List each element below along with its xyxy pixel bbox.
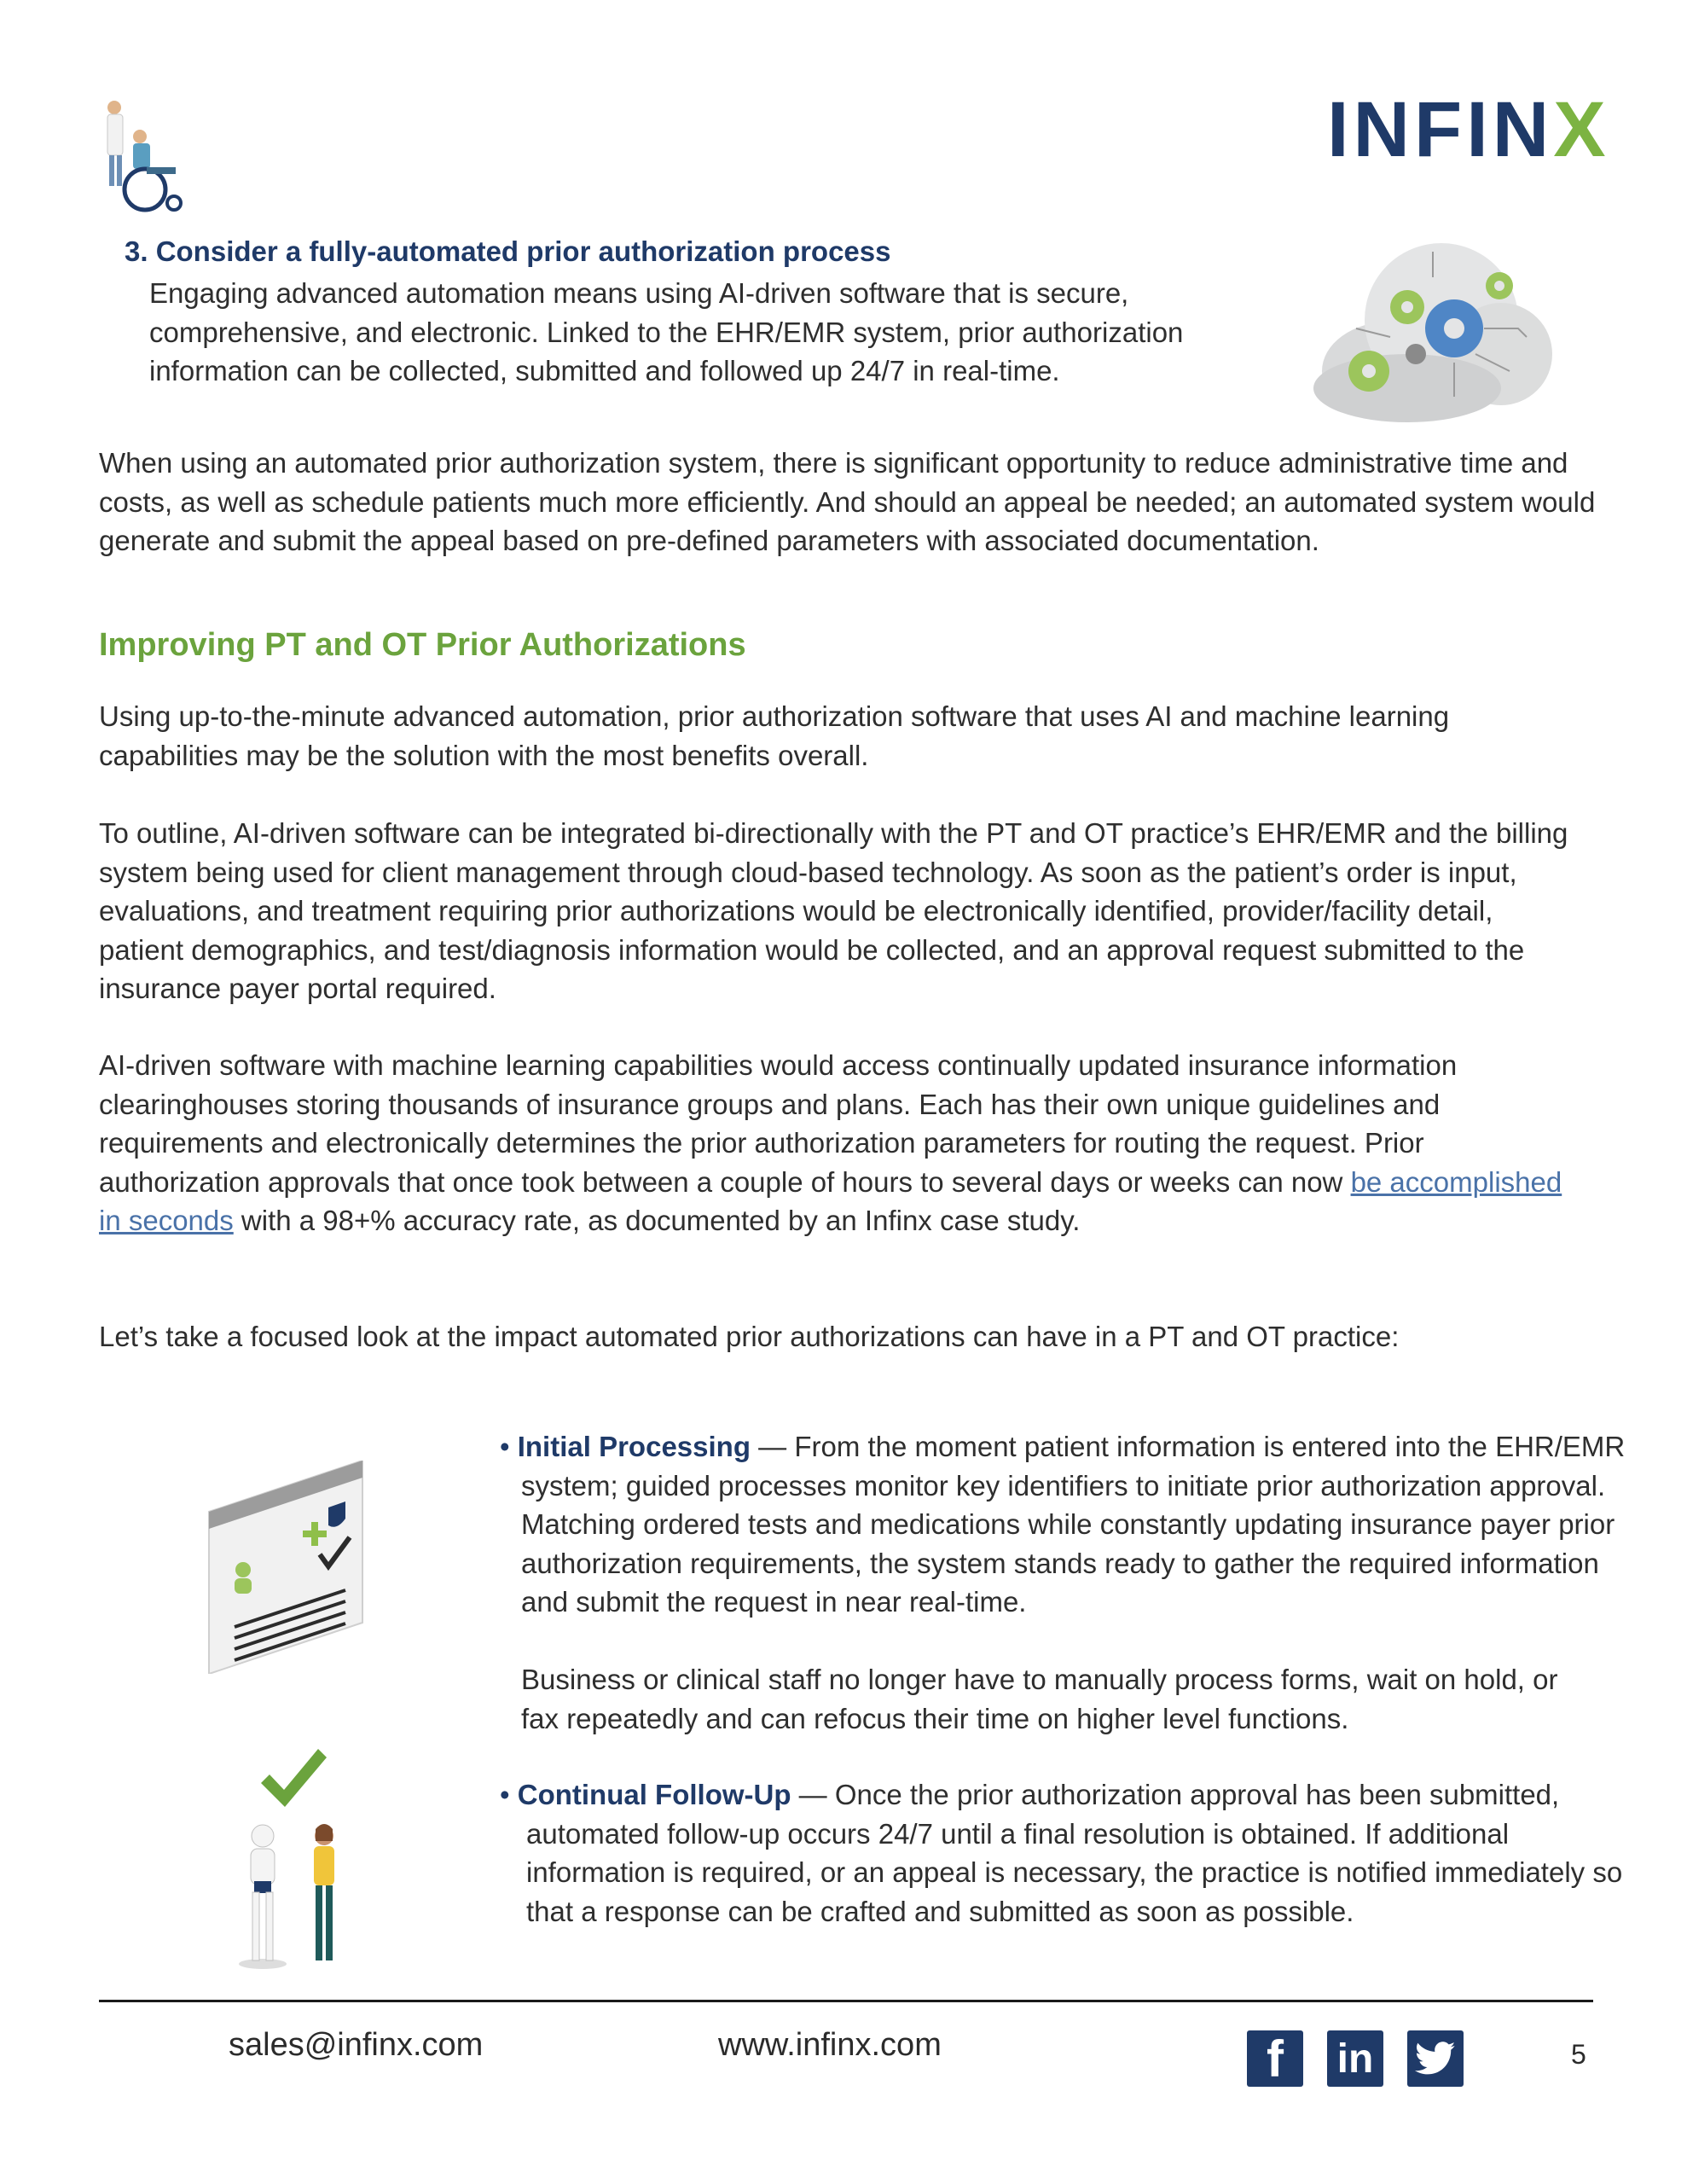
infinx-logo	[1327, 85, 1610, 175]
bullet-first-line	[500, 1427, 1626, 1467]
paragraph-line: Using up-to-the-minute advanced automation, prior authorization software that uses AI and machine learning	[99, 700, 1450, 732]
bullet-line: that a response can be crafted and submitted as soon as possible.	[526, 1895, 1354, 1927]
facebook-glyph: f	[1267, 2030, 1284, 2088]
paragraph-line: system being used for client management through cloud-based technology. As soon as the patient’s order is input,	[99, 856, 1517, 888]
footer-website[interactable]: www.infinx.com	[718, 2027, 942, 2063]
bullet-line: automated follow-up occurs 24/7 until a final resolution is obtained. If additional	[526, 1817, 1510, 1850]
bullet-line: fax repeatedly and can refocus their time on higher level functions.	[521, 1702, 1349, 1734]
form-screen-illustration	[200, 1461, 371, 1674]
step3-body	[149, 274, 1241, 391]
paragraph-line-text: authorization approvals that once took between a couple of hours to several days or weeks can now	[99, 1165, 1351, 1198]
paragraph-using	[99, 697, 1600, 775]
step3-line: information can be collected, submitted and followed up 24/7 in real-time.	[149, 355, 1060, 386]
bullet-label-followup: Continual Follow-Up	[517, 1779, 791, 1810]
paragraph-focus: Let’s take a focused look at the impact automated prior authorizations can have in a PT and OT practice:	[99, 1321, 1400, 1352]
step3-line: Engaging advanced automation means using AI-driven software that is secure,	[149, 277, 1129, 309]
bullet-line: system; guided processes monitor key identifiers to initiate prior authorization approval.	[521, 1469, 1606, 1502]
footer-divider	[99, 2000, 1593, 2002]
bullet-text: — Once the prior authorization approval has been submitted,	[791, 1779, 1560, 1810]
bullet-line: information is required, or an appeal is necessary, the practice is notified immediately so	[526, 1856, 1623, 1888]
bullet-dot: •	[500, 1431, 510, 1462]
bullet-continual-follow-up	[500, 1775, 1626, 1931]
wheelchair-illustration	[96, 96, 189, 215]
twitter-icon[interactable]	[1407, 2030, 1464, 2087]
cloud-gears-illustration	[1305, 226, 1552, 431]
section-heading: Improving PT and OT Prior Authorizations	[99, 627, 746, 663]
bullet-line: authorization requirements, the system stands ready to gather the required information	[521, 1547, 1599, 1579]
footer-email[interactable]: sales@infinx.com	[229, 2027, 484, 2063]
paragraph-line: costs, as well as schedule patients much more efficiently. And should an appeal be needed; an automated system would	[99, 485, 1596, 518]
paragraph-line-text: with a 98+% accuracy rate, as documented by an Infinx case study.	[233, 1205, 1081, 1236]
paragraph-automated	[99, 444, 1600, 561]
logo-accent-text: X	[1553, 86, 1610, 173]
bullet-first-line	[500, 1775, 1626, 1815]
paragraph-line: AI-driven software with machine learning capabilities would access continually updated insurance information	[99, 1049, 1458, 1081]
paragraph-line: clearinghouses storing thousands of insurance groups and plans. Each has their own unique guidelines and	[99, 1088, 1441, 1120]
bullet-lines	[500, 1815, 1626, 1931]
robot-person-illustration	[220, 1740, 357, 1971]
page-number: 5	[1571, 2039, 1586, 2070]
step3-line: comprehensive, and electronic. Linked to the EHR/EMR system, prior authorization	[149, 316, 1184, 348]
paragraph-line: insurance payer portal required.	[99, 973, 496, 1004]
bullet-line: Business or clinical staff no longer have to manually process forms, wait on hold, or	[521, 1664, 1558, 1695]
bullet-text: — From the moment patient information is entered into the EHR/EMR	[750, 1431, 1626, 1462]
paragraph-line: capabilities may be the solution with the most benefits overall.	[99, 739, 869, 771]
bullet-line: and submit the request in near real-time.	[521, 1586, 1027, 1618]
step3-title	[125, 235, 890, 268]
paragraph-line: evaluations, and treatment requiring prior authorizations would be electronically identified, provider/facility detail,	[99, 895, 1493, 926]
paragraph-line: requirements and electronically determines the prior authorization parameters for routing the request. Prior	[99, 1127, 1424, 1159]
logo-main-text: INFIN	[1327, 86, 1554, 173]
paragraph-line: patient demographics, and test/diagnosis information would be collected, and an approval request submitted to the	[99, 933, 1525, 966]
paragraph-ai	[99, 1046, 1617, 1240]
accomplished-link-part1[interactable]: be accomplished	[1350, 1165, 1562, 1198]
paragraph-outline	[99, 814, 1617, 1008]
paragraph-line: When using an automated prior authorization system, there is significant opportunity to reduce administrative time and	[99, 447, 1568, 479]
linkedin-icon[interactable]	[1327, 2030, 1383, 2087]
paragraph-line	[99, 1201, 1617, 1240]
paragraph-line: To outline, AI-driven software can be integrated bi-directionally with the PT and OT practice’s EHR/EMR and the billing	[99, 817, 1568, 849]
bullet-line: Matching ordered tests and medications while constantly updating insurance payer prior	[521, 1508, 1615, 1540]
facebook-icon[interactable]	[1247, 2030, 1303, 2087]
paragraph-line	[99, 1163, 1617, 1202]
twitter-bird-glyph	[1415, 2042, 1456, 2076]
accomplished-link-part2[interactable]: in seconds	[99, 1205, 234, 1236]
paragraph-line: generate and submit the appeal based on pre-defined parameters with associated documentation.	[99, 525, 1319, 556]
bullet-initial-processing	[500, 1427, 1626, 1738]
bullet-lines	[500, 1467, 1626, 1739]
bullet-dot: •	[500, 1779, 510, 1810]
linkedin-glyph: in	[1336, 2036, 1374, 2082]
bullet-label-initial: Initial Processing	[517, 1431, 751, 1462]
step3-title-text: 3. Consider a fully-automated prior authorization process	[125, 235, 891, 267]
